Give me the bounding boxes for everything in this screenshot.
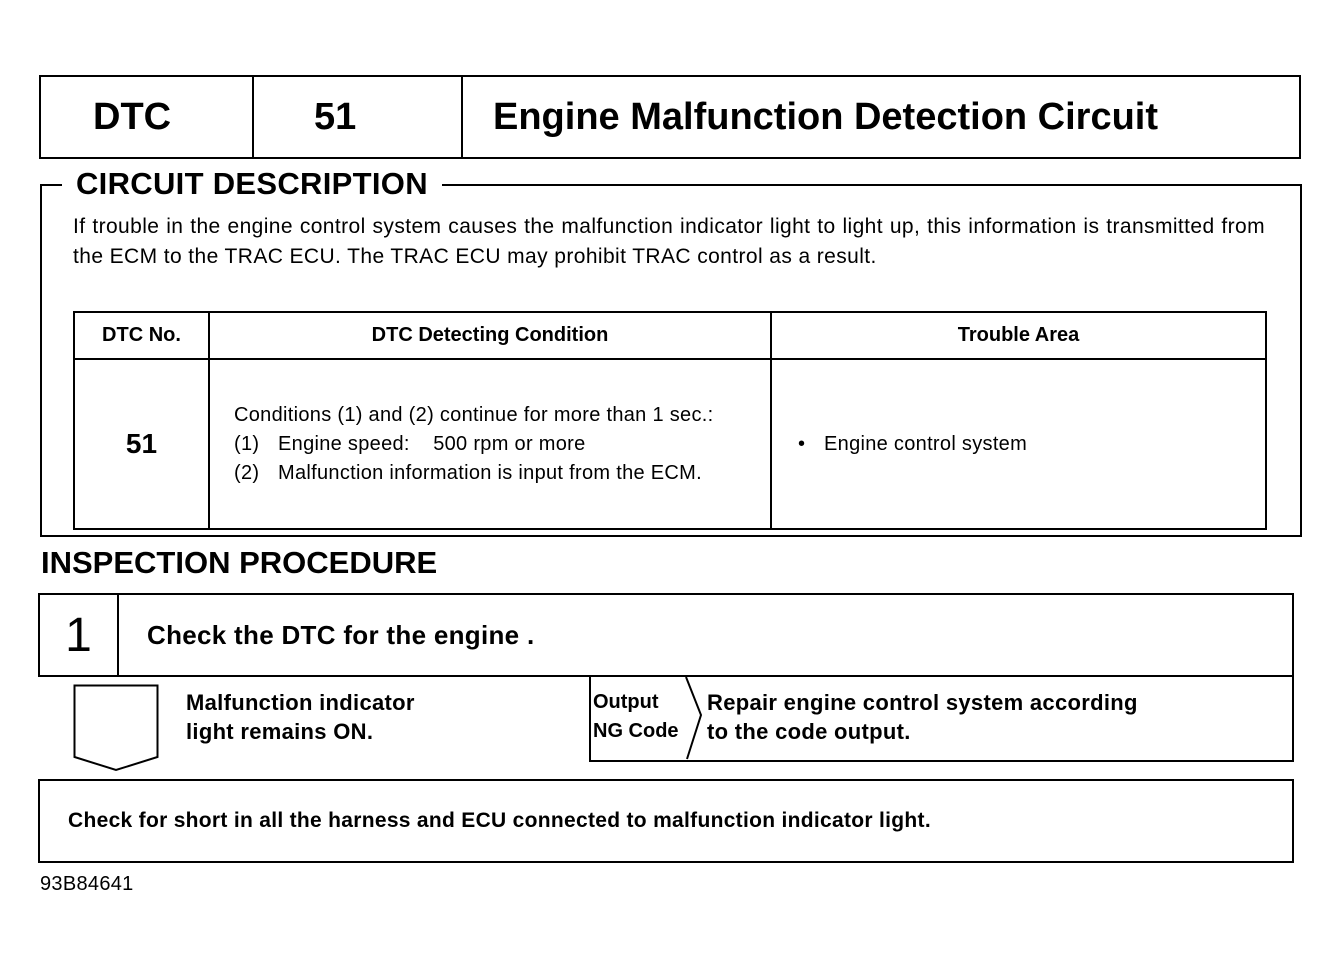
ng-result-label	[593, 688, 679, 746]
ok-result-text	[186, 688, 415, 746]
ng-action-text	[707, 688, 1138, 746]
condition-item	[234, 459, 762, 488]
column-header-trouble-area: Trouble Area	[771, 312, 1266, 359]
cell-dtc-no: 51	[74, 359, 209, 529]
step-box	[38, 593, 1294, 677]
cell-condition	[209, 359, 771, 529]
cell-trouble-area	[771, 359, 1266, 529]
condition-number: (1)	[234, 432, 260, 455]
next-check-box: Check for short in all the harness and ECU connected to malfunction indicator light.	[38, 779, 1294, 863]
condition-intro: Conditions (1) and (2) continue for more than 1 sec.:	[234, 403, 714, 426]
dtc-header	[39, 75, 1301, 159]
ng-label-line: Output	[593, 691, 659, 713]
bullet-icon: •	[798, 432, 806, 455]
circuit-description-title: CIRCUIT DESCRIPTION	[62, 166, 442, 202]
condition-item	[234, 430, 762, 459]
ng-action-line: to the code output.	[707, 719, 911, 744]
trouble-area-text: Engine control system	[824, 432, 1028, 455]
ng-separator-chevron-icon	[683, 677, 707, 762]
header-dtc-label: DTC	[41, 77, 254, 157]
condition-number: (2)	[234, 461, 260, 484]
table-header-row	[74, 312, 1266, 359]
step-number: 1	[40, 595, 119, 675]
ng-label-line: NG Code	[593, 720, 679, 742]
dtc-table	[73, 311, 1267, 530]
inspection-procedure-title: INSPECTION PROCEDURE	[41, 545, 438, 580]
column-header-condition: DTC Detecting Condition	[209, 312, 771, 359]
figure-code: 93B84641	[40, 873, 134, 895]
ng-action-line: Repair engine control system according	[707, 690, 1138, 715]
ok-result-shield-icon	[73, 684, 159, 772]
column-header-dtc-no: DTC No.	[74, 312, 209, 359]
step-title: Check the DTC for the engine .	[147, 619, 535, 650]
header-dtc-number: 51	[254, 77, 463, 157]
header-title: Engine Malfunction Detection Circuit	[493, 95, 1159, 138]
ok-result-line: Malfunction indicator	[186, 690, 415, 715]
ok-result-line: light remains ON.	[186, 719, 374, 744]
table-row	[74, 359, 1266, 529]
circuit-description-text: If trouble in the engine control system causes the malfunction indicator light to light up, this information is transmitted from the ECM to the TRAC ECU. The TRAC ECU may prohibit TRAC control as a result.	[73, 215, 1265, 268]
condition-text: Malfunction information is input from the ECM.	[278, 461, 702, 484]
condition-text: Engine speed: 500 rpm or more	[278, 432, 586, 455]
